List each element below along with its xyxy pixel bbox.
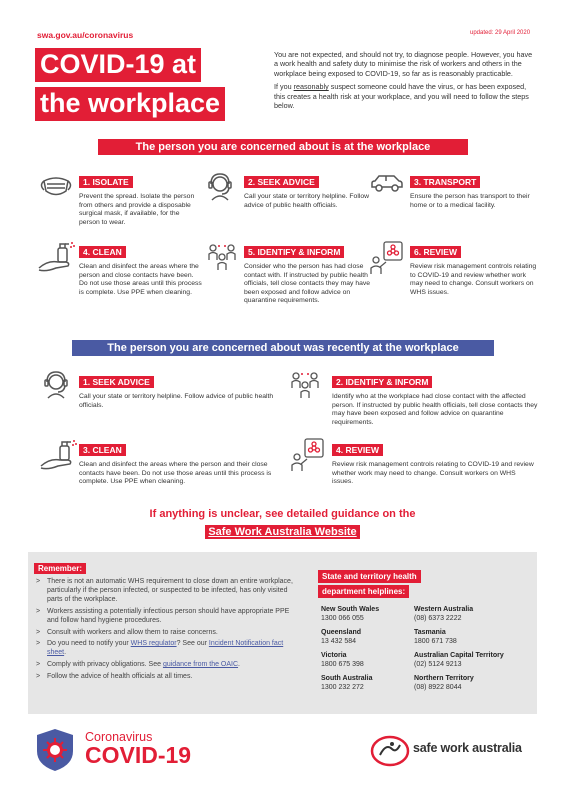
s1-step-seek-advice-text: Call your state or territory helpline. Follow advice of public health officials. xyxy=(244,193,370,209)
biohazard-review-icon xyxy=(289,437,325,473)
helpline-nt xyxy=(414,675,474,692)
helpline-sa xyxy=(321,675,372,692)
s2-step-identify-inform xyxy=(332,372,540,427)
page-title xyxy=(35,48,225,121)
helpline-state: Australian Capital Territory xyxy=(414,652,504,659)
remember-item5-post: . xyxy=(238,661,240,669)
s1-step-clean-text: Clean and disinfect the areas where the person and close contacts have been. Do not use those areas until this process is complete. Use PPE when cleaning. xyxy=(79,263,202,296)
section1-banner: The person you are concerned about is at the workplace xyxy=(98,139,468,155)
helpline-tas xyxy=(414,629,457,646)
helpline-state: South Australia xyxy=(321,675,373,682)
helpline-state: Victoria xyxy=(321,652,347,659)
helpline-number: 13 432 584 xyxy=(321,637,357,645)
updated-date: updated: 29 April 2020 xyxy=(470,30,531,36)
s1-step-seek-advice-title: 2. SEEK ADVICE xyxy=(244,176,319,188)
helpline-nsw xyxy=(321,606,379,623)
helpline-wa xyxy=(414,606,473,623)
s1-step-isolate-title: 1. ISOLATE xyxy=(79,176,133,188)
s1-step-identify-inform-title: 5. IDENTIFY & INFORM xyxy=(244,246,344,258)
people-group-icon xyxy=(205,240,239,274)
s1-step-isolate-text: Prevent the spread. Isolate the person from others and provide a disposable surgical mask, if available, for the person to wear. xyxy=(79,193,195,226)
incident-notification-link[interactable]: Incident Notification fact sheet xyxy=(47,640,284,657)
s2-step-seek-advice-title: 1. SEEK ADVICE xyxy=(79,376,154,388)
helpline-state: Tasmania xyxy=(414,629,446,636)
s2-step-seek-advice-text: Call your state or territory helpline. Follow advice of public health officials. xyxy=(79,393,274,409)
remember-item: > Workers assisting a potentially infectious person should have appropriate PPE and follow hand hygiene procedures. xyxy=(36,608,298,626)
source-url[interactable]: swa.gov.au/coronavirus xyxy=(37,30,134,40)
s1-step-transport-text: Ensure the person has transport to their home or to a medical facility. xyxy=(410,193,530,209)
car-icon xyxy=(369,172,405,196)
helpline-number: 1800 675 398 xyxy=(321,660,364,668)
s2-step-seek-advice xyxy=(79,372,279,410)
headset-icon xyxy=(204,170,236,202)
biohazard-review-icon xyxy=(368,240,404,276)
s1-step-clean xyxy=(79,242,203,297)
s1-step-seek-advice xyxy=(244,172,379,210)
s1-step-transport xyxy=(410,172,535,210)
intro-paragraph-2 xyxy=(274,82,536,110)
helpline-state: Northern Territory xyxy=(414,675,474,682)
intro-paragraph-1: You are not expected, and should not try, to diagnose people. However, you have a work health and safety duty to minimise the risk of workers and others in the workplace being exposed to COVID-19, so far as is reasonably practicable. xyxy=(274,50,533,78)
s2-step-review-text: Review risk management controls relating to COVID-19 and review whether work may need to change. Consult workers on WHS issues. xyxy=(332,461,534,486)
guidance-link-row xyxy=(0,525,565,539)
remember-item: > There is not an automatic WHS requirement to close down an entire workplace, particularly if the person infected, or suspected to be infected, has only visited parts of the workplace. xyxy=(36,578,298,605)
s2-step-clean-text: Clean and disinfect the areas where the person and their close contacts have been. Do not use those areas until this process is complete. Use PPE when cleaning. xyxy=(79,461,272,486)
s2-step-review xyxy=(332,440,537,487)
remember-item xyxy=(36,640,298,658)
helplines-title-line-1: State and territory health xyxy=(318,570,421,583)
remember-list xyxy=(36,578,298,685)
helpline-state: New South Wales xyxy=(321,606,380,613)
title-line-1: COVID-19 at xyxy=(35,48,201,82)
helpline-vic xyxy=(321,652,364,669)
headset-icon xyxy=(40,368,72,400)
s1-step-review xyxy=(410,242,538,297)
helpline-qld xyxy=(321,629,361,646)
remember-title: Remember: xyxy=(34,563,86,574)
footer-covid: COVID-19 xyxy=(85,742,192,768)
cleaning-spray-icon xyxy=(38,438,78,472)
helpline-state: Western Australia xyxy=(414,606,474,613)
s1-step-isolate xyxy=(79,172,199,227)
cleaning-spray-icon xyxy=(36,240,76,274)
intro-p2-pre: If you xyxy=(274,82,294,92)
s1-step-review-title: 6. REVIEW xyxy=(410,246,461,258)
remember-item4-pre: Do you need to notify your xyxy=(47,640,131,648)
helpline-number: 1300 232 272 xyxy=(321,683,364,691)
helplines-title-line-2: department helplines: xyxy=(318,585,409,598)
s2-step-clean-title: 3. CLEAN xyxy=(79,444,126,456)
helpline-number: (02) 5124 9213 xyxy=(414,660,462,668)
s1-step-clean-title: 4. CLEAN xyxy=(79,246,126,258)
intro-text xyxy=(274,50,536,114)
helpline-number: (08) 6373 2222 xyxy=(414,614,462,622)
helpline-act xyxy=(414,652,504,669)
helpline-state: Queensland xyxy=(321,629,362,636)
swa-logo-icon xyxy=(370,735,410,767)
remember-item: > Consult with workers and allow them to raise concerns. xyxy=(36,629,298,638)
helpline-number: 1300 066 055 xyxy=(321,614,364,622)
s1-step-identify-inform xyxy=(244,242,384,306)
guidance-line: If anything is unclear, see detailed guidance on the xyxy=(149,508,416,520)
s1-step-identify-inform-text: Consider who the person has had close contact with. If instructed by public health officials, tell close contacts they may have been exposed and follow advice on quarantine requirements. xyxy=(244,263,371,305)
people-group-icon xyxy=(288,368,322,402)
intro-p2-underlined: reasonably xyxy=(293,82,329,92)
title-line-2: the workplace xyxy=(35,87,225,121)
oaic-guidance-link[interactable]: guidance from the OAIC xyxy=(162,661,239,669)
section2-banner: The person you are concerned about was recently at the workplace xyxy=(72,340,494,356)
remember-item4-mid: ? See our xyxy=(176,640,209,648)
swa-wordmark: safe work australia xyxy=(413,741,522,755)
remember-item5-pre: Comply with privacy obligations. See xyxy=(47,661,163,669)
helpline-number: 1800 671 738 xyxy=(414,637,457,645)
covid-shield-icon xyxy=(34,727,76,773)
whs-regulator-link[interactable]: WHS regulator xyxy=(130,640,177,648)
face-mask-icon xyxy=(38,171,74,201)
footer-coronavirus: Coronavirus xyxy=(85,730,153,744)
s2-step-review-title: 4. REVIEW xyxy=(332,444,383,456)
remember-item xyxy=(36,661,298,670)
s1-step-transport-title: 3. TRANSPORT xyxy=(410,176,480,188)
s2-step-identify-inform-title: 2. IDENTIFY & INFORM xyxy=(332,376,432,388)
intro-p2-post: suspect someone could have the virus, or has been exposed, this creates a health risk at your workplace, and you will need to follow the steps below. xyxy=(274,82,529,111)
s2-step-identify-inform-text: Identify who at the workplace had close contact with the affected person. If instructed by public health officials, tell close contacts they may have been exposed and follow advice on quarantine requirements. xyxy=(332,393,538,426)
helpline-number: (08) 8922 8044 xyxy=(414,683,462,691)
remember-item: > Follow the advice of health officials at all times. xyxy=(36,673,298,682)
swa-website-link[interactable]: Safe Work Australia Website xyxy=(205,525,359,539)
s2-step-clean xyxy=(79,440,279,487)
remember-item4-post: . xyxy=(64,649,67,657)
s1-step-review-text: Review risk management controls relating to COVID-19 and review whether work may need to change. Consult workers on WHS issues. xyxy=(410,263,537,296)
